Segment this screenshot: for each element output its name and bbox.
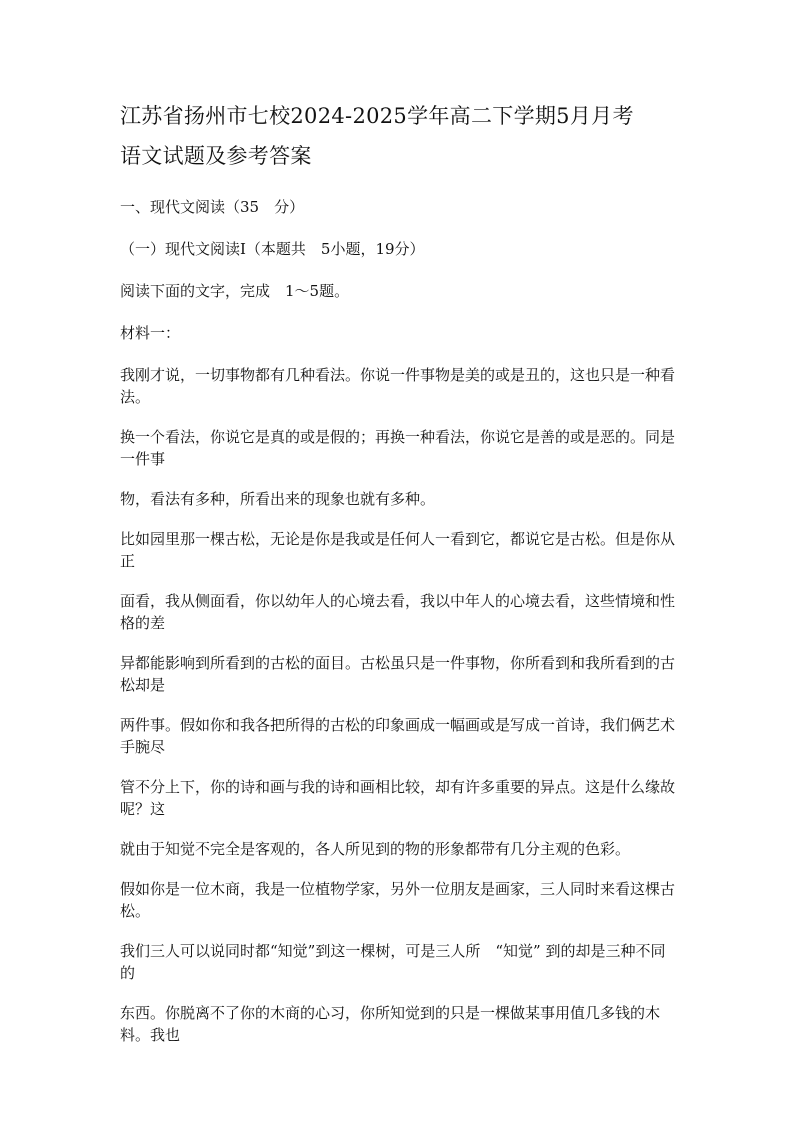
material-body [120, 364, 676, 1046]
paragraph: 异都能影响到所看到的古松的面目。古松虽只是一件事物，你所看到和我所看到的古松却是 [120, 654, 676, 694]
paragraph: 东西。你脱离不了你的木商的心习，你所知觉到的只是一棵做某事用值几多钱的木料。我也 [120, 1004, 661, 1044]
paragraph: 假如你是一位木商，我是一位植物学家，另外一位朋友是画家，三人同时来看这棵古松。 [120, 880, 676, 920]
paragraph: 物，看法有多种，所看出来的现象也就有多种。 [120, 490, 436, 508]
section-heading: 一、现代文阅读（35 分） [120, 198, 305, 216]
title-line-1: 江苏省扬州市七校2024-2025学年高二下学期5月月考 [120, 104, 634, 128]
paragraph: 面看，我从侧面看，你以幼年人的心境去看，我以中年人的心境去看，这些情境和性格的差 [120, 592, 676, 632]
subsection-heading: （一）现代文阅读Ⅰ（本题共 5小题，19分） [120, 240, 425, 258]
title-line-2: 语文试题及参考答案 [120, 144, 312, 168]
instruction-text: 阅读下面的文字，完成 1～5题。 [120, 282, 350, 300]
paragraph: 管不分上下，你的诗和画与我的诗和画相比较，却有许多重要的异点。这是什么缘故呢？这 [120, 778, 676, 818]
paragraph: 就由于知觉不完全是客观的，各人所见到的物的形象都带有几分主观的色彩。 [120, 840, 631, 858]
paragraph: 换一个看法，你说它是真的或是假的；再换一种看法，你说它是善的或是恶的。同是一件事 [120, 428, 676, 468]
paragraph: 我们三人可以说同时都“知觉”到这一棵树，可是三人所 “知觉” 到的却是三种不同的 [120, 942, 666, 982]
paragraph: 我刚才说，一切事物都有几种看法。你说一件事物是美的或是丑的，这也只是一种看法。 [120, 366, 676, 406]
document-title [120, 96, 676, 176]
document-page [120, 96, 676, 1064]
material-label: 材料一： [120, 324, 181, 342]
paragraph: 两件事。假如你和我各把所得的古松的印象画成一幅画或是写成一首诗，我们俩艺术手腕尽 [120, 716, 676, 756]
paragraph: 比如园里那一棵古松，无论是你是我或是任何人一看到它，都说它是古松。但是你从正 [120, 530, 676, 570]
